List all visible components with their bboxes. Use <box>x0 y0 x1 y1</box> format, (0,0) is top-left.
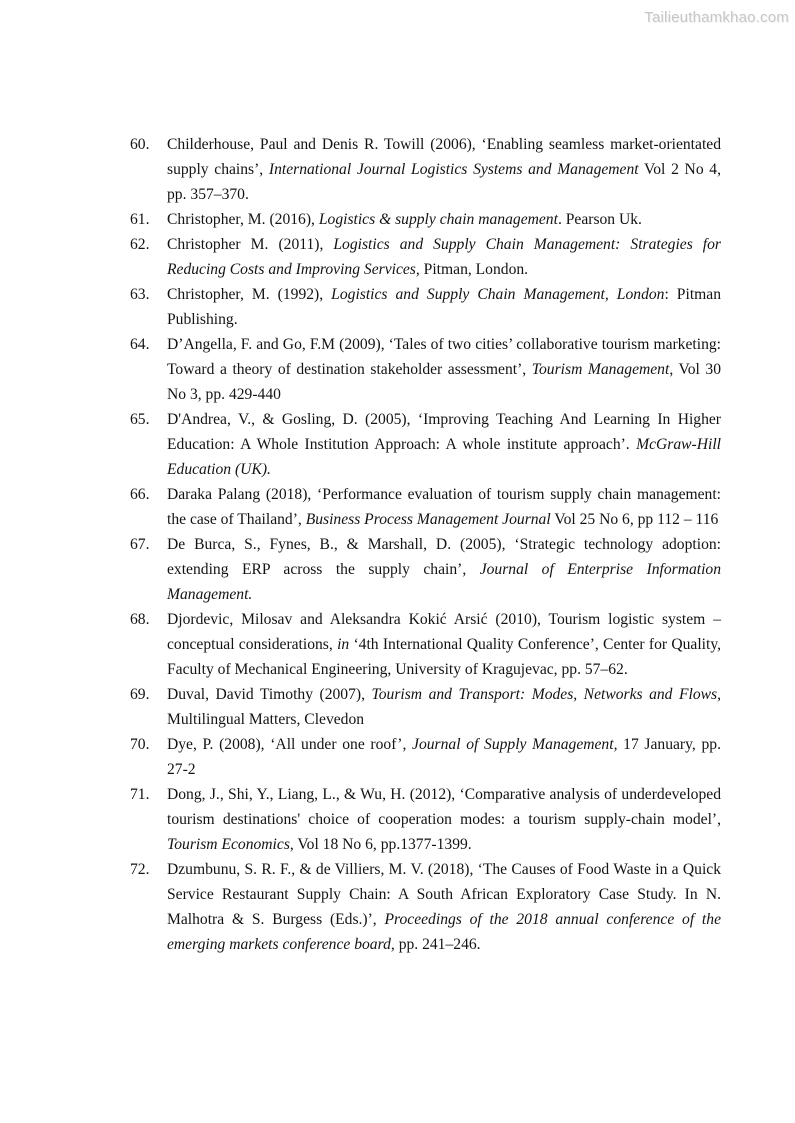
reference-segment: Vol 2 No 4, pp. 357–370. <box>167 161 721 203</box>
reference-number: 70. <box>130 736 150 753</box>
reference-number: 65. <box>130 411 150 428</box>
reference-segment: , Vol 30 No 3, pp. 429-440 <box>167 361 722 403</box>
reference-text <box>167 211 642 228</box>
reference-text <box>167 286 721 328</box>
reference-segment: Pitman, London. <box>419 261 529 278</box>
reference-segment: Vol 25 No 6, pp 112 – 116 <box>550 511 719 528</box>
reference-segment: Daraka Palang (2018), ‘Performance evaluation of tourism supply chain management: the case of Thailand’, <box>167 486 721 528</box>
reference-list <box>130 132 721 957</box>
reference-segment: . Pearson Uk. <box>557 211 642 228</box>
reference-segment: De Burca, S., Fynes, B., & Marshall, D. (2005), ‘Strategic technology adoption: extending ERP across the supply chain’, <box>167 536 721 578</box>
reference-segment-italic: Tourism and Transport: Modes, Networks and Flows, <box>371 686 722 703</box>
reference-text <box>167 236 721 278</box>
reference-text <box>167 136 721 203</box>
reference-segment-italic: McGraw-Hill Education (UK). <box>167 436 721 478</box>
reference-segment-italic: in <box>337 636 350 653</box>
reference-item <box>130 407 721 482</box>
reference-segment: Djordevic, Milosav and Aleksandra Kokić Arsić (2010), Tourism logistic system – conceptual considerations, <box>167 611 721 653</box>
reference-segment-italic: Logistics and Supply Chain Management, London <box>331 286 665 303</box>
reference-text <box>167 336 721 403</box>
reference-segment: , Vol 18 No 6, pp.1377-1399. <box>289 836 472 853</box>
reference-number: 71. <box>130 786 150 803</box>
watermark-text: Tailieuthamkhao.com <box>644 9 789 26</box>
reference-segment-italic: Business Process Management Journal <box>305 511 551 528</box>
reference-item <box>130 607 721 682</box>
reference-text <box>167 786 721 853</box>
reference-segment: Dong, J., Shi, Y., Liang, L., & Wu, H. (2012), ‘Comparative analysis of underdeveloped tourism destinations' choice of cooperation modes: a tourism supply-chain model’, <box>167 786 721 828</box>
reference-segment: Christopher, M. (1992), <box>167 286 332 303</box>
reference-segment: : Pitman Publishing. <box>167 286 721 328</box>
reference-segment: Christopher M. (2011), <box>167 236 334 253</box>
reference-segment-italic: Tourism Management <box>531 361 670 378</box>
reference-text <box>167 736 721 778</box>
reference-segment: ‘4th International Quality Conference’, Center for Quality, Faculty of Mechanical Engineering, University of Kragujevac, pp. 57–62. <box>167 636 722 678</box>
reference-segment-italic: Journal of Enterprise Information Management. <box>167 561 722 603</box>
reference-item <box>130 857 721 957</box>
reference-number: 69. <box>130 686 150 703</box>
reference-segment: Dzumbunu, S. R. F., & de Villiers, M. V. (2018), ‘The Causes of Food Waste in a Quick Service Restaurant Supply Chain: A South African Exploratory Case Study. In N. Malhotra & S. Burgess (Eds.)’, <box>167 861 721 928</box>
reference-number: 63. <box>130 286 150 303</box>
reference-item <box>130 332 721 407</box>
reference-text <box>167 411 721 478</box>
reference-segment-italic: International Journal Logistics Systems and Management <box>268 161 639 178</box>
reference-segment-italic: Journal of Supply Management, <box>412 736 618 753</box>
reference-number: 62. <box>130 236 150 253</box>
reference-number: 67. <box>130 536 150 553</box>
reference-text <box>167 686 721 728</box>
reference-number: 60. <box>130 136 150 153</box>
reference-item <box>130 732 721 782</box>
reference-segment: Childerhouse, Paul and Denis R. Towill (2006), ‘Enabling seamless market-orientated supply chains’, <box>167 136 721 178</box>
reference-segment: 17 January, pp. 27-2 <box>167 736 721 778</box>
reference-text <box>167 536 721 603</box>
reference-item <box>130 682 721 732</box>
reference-item <box>130 132 721 207</box>
reference-number: 66. <box>130 486 150 503</box>
reference-item <box>130 207 721 232</box>
reference-number: 72. <box>130 861 150 878</box>
reference-segment: Multilingual Matters, Clevedon <box>167 711 365 728</box>
reference-segment: D'Andrea, V., & Gosling, D. (2005), ‘Improving Teaching And Learning In Higher Education: A Whole Institution Approach: A whole institute approach’. <box>167 411 721 453</box>
reference-item <box>130 532 721 607</box>
reference-item <box>130 282 721 332</box>
reference-item <box>130 482 721 532</box>
reference-segment: D’Angella, F. and Go, F.M (2009), ‘Tales of two cities’ collaborative tourism marketing: Toward a theory of destination stakeholder assessment’, <box>167 336 721 378</box>
reference-number: 64. <box>130 336 150 353</box>
reference-segment-italic: Logistics and Supply Chain Management: Strategies for Reducing Costs and Improving Services, <box>167 236 721 278</box>
reference-text <box>167 861 721 953</box>
reference-item <box>130 232 721 282</box>
reference-number: 68. <box>130 611 150 628</box>
reference-text <box>167 486 721 528</box>
reference-item <box>130 782 721 857</box>
reference-segment: Dye, P. (2008), ‘All under one roof’, <box>167 736 413 753</box>
reference-segment: Christopher, M. (2016), <box>167 211 319 228</box>
reference-segment: Duval, David Timothy (2007), <box>167 686 372 703</box>
reference-segment-italic: Logistics & supply chain management <box>318 211 558 228</box>
reference-text <box>167 611 721 678</box>
reference-segment-italic: Tourism Economics <box>167 836 290 853</box>
reference-segment-italic: Proceedings of the 2018 annual conference of the emerging markets conference board <box>167 911 721 953</box>
reference-number: 61. <box>130 211 150 228</box>
reference-segment: , pp. 241–246. <box>390 936 481 953</box>
